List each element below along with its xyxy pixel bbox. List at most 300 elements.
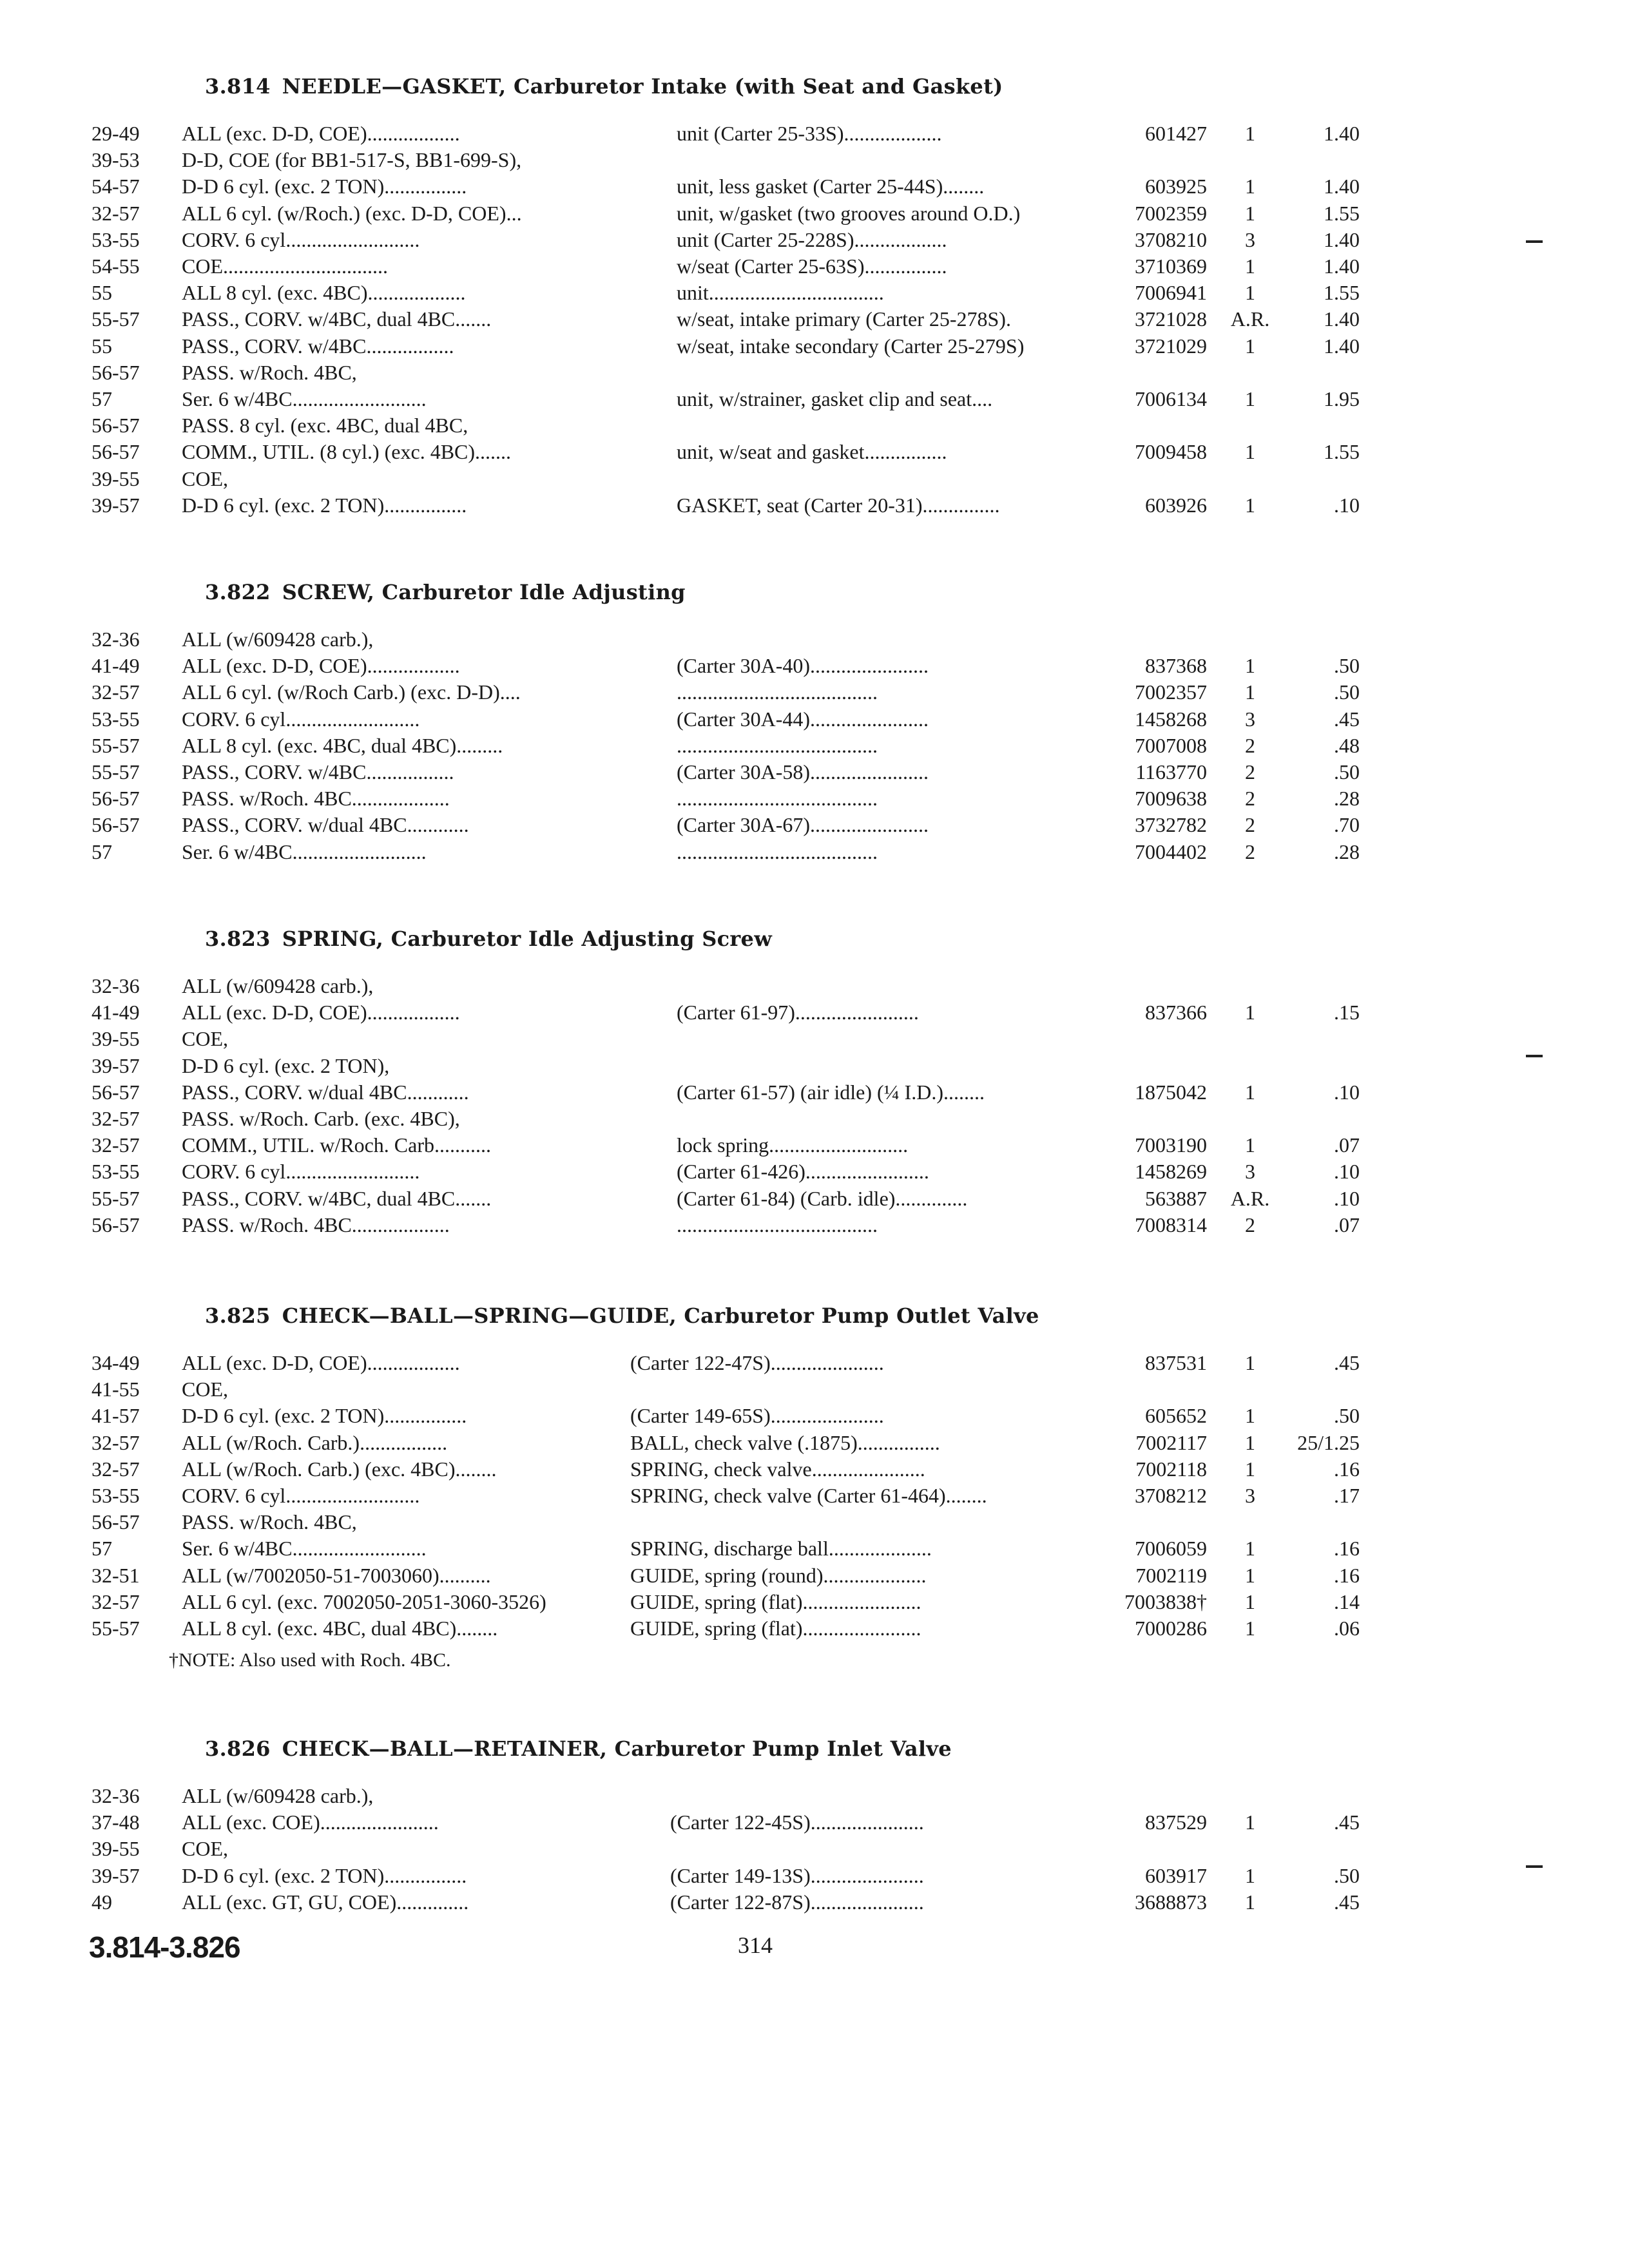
part-description: GUIDE, spring (round).................... [630,1563,927,1587]
model-years: 56-57 [92,1080,140,1104]
model-application: CORV. 6 cyl.......................... [182,227,420,251]
model-years: 32-57 [92,1133,140,1157]
quantity: 1 [1245,334,1255,358]
model-years: 55-57 [92,760,140,783]
model-application: PASS., CORV. w/dual 4BC............ [182,813,469,837]
table-row [0,973,1629,999]
model-application: D-D 6 cyl. (exc. 2 TON)................ [182,175,467,198]
model-application: COE, [182,466,228,490]
quantity: 1 [1245,493,1255,517]
model-years: 29-49 [92,122,140,145]
model-application: PASS., CORV. w/4BC, dual 4BC....... [182,307,492,331]
table-row [0,1783,1629,1809]
quantity: 1 [1245,1890,1255,1914]
model-years: 32-57 [92,680,140,704]
part-description: (Carter 30A-44)....................... [677,707,929,731]
section-title-sub: Carburetor Intake (with Seat and Gasket) [513,74,1003,99]
part-description: (Carter 122-45S)...................... [670,1811,924,1834]
part-number: 1458269 [1135,1160,1207,1184]
quantity: 1 [1245,1080,1255,1104]
model-years: 39-53 [92,148,140,172]
quantity: 1 [1245,1617,1255,1640]
quantity: 1 [1245,1563,1255,1587]
model-application: CORV. 6 cyl.......................... [182,707,420,731]
section-number: 3.825 [205,1303,271,1328]
model-application: D-D 6 cyl. (exc. 2 TON)................ [182,1404,467,1428]
part-description: (Carter 61-426)........................ [677,1160,929,1184]
model-application: D-D 6 cyl. (exc. 2 TON)................ [182,493,467,517]
model-years: 55-57 [92,1186,140,1210]
part-number: 7008314 [1135,1213,1207,1236]
margin-mark [1526,1055,1543,1057]
model-application: PASS. 8 cyl. (exc. 4BC, dual 4BC, [182,414,468,437]
part-number: 563887 [1145,1186,1207,1210]
price: .28 [1334,787,1360,811]
model-application: PASS., CORV. w/4BC................. [182,334,454,358]
price: .10 [1334,493,1360,517]
model-years: 56-57 [92,787,140,811]
price: .50 [1334,680,1360,704]
part-number: 7009638 [1135,787,1207,811]
table-row [0,1889,1629,1916]
model-years: 53-55 [92,707,140,731]
part-description: w/seat, intake secondary (Carter 25-279S) [677,334,1025,358]
part-description: ....................................... [677,840,878,863]
model-application: ALL 6 cyl. (w/Roch.) (exc. D-D, COE)... [182,201,522,225]
quantity: 2 [1245,840,1255,863]
model-application: D-D 6 cyl. (exc. 2 TON)................ [182,1863,467,1887]
part-description: unit (Carter 25-228S).................. [677,227,947,251]
table-row [0,1509,1629,1535]
quantity: 1 [1245,1404,1255,1428]
part-description: GUIDE, spring (flat)....................... [630,1590,921,1613]
quantity: 1 [1245,1133,1255,1157]
part-number: 3732782 [1135,813,1207,837]
price: .10 [1334,1186,1360,1210]
part-description: SPRING, check valve (Carter 61-464)........ [630,1484,987,1507]
quantity: 1 [1245,680,1255,704]
table-row [0,1535,1629,1562]
table-row [0,492,1629,519]
model-application: COE................................ [182,255,388,278]
table-row [0,200,1629,227]
table-row [0,999,1629,1026]
quantity: 1 [1245,387,1255,410]
section-title-main: SPRING, [282,927,384,951]
part-description: SPRING, check valve...................... [630,1457,925,1481]
price: .50 [1334,654,1360,678]
price: .16 [1334,1537,1360,1561]
section-title-main: CHECK—BALL—RETAINER, [282,1736,608,1761]
quantity: 3 [1245,1160,1255,1184]
model-application: ALL 6 cyl. (w/Roch Carb.) (exc. D-D).... [182,680,521,704]
part-description: unit, w/gasket (two grooves around O.D.) [677,201,1021,225]
model-years: 56-57 [92,440,140,464]
part-number: 837529 [1145,1811,1207,1834]
part-number: 7007008 [1135,733,1207,757]
quantity: 1 [1245,201,1255,225]
quantity: 1 [1245,281,1255,305]
model-application: Ser. 6 w/4BC.......................... [182,387,427,410]
section-note: †NOTE: Also used with Roch. 4BC. [169,1649,451,1671]
part-number: 7006134 [1135,387,1207,410]
table-row [0,785,1629,812]
model-years: 53-55 [92,1160,140,1184]
model-years: 56-57 [92,813,140,837]
quantity: 3 [1245,707,1255,731]
price: 1.55 [1324,281,1360,305]
table-row [0,253,1629,280]
price: 1.55 [1324,201,1360,225]
footer-section-range: 3.814-3.826 [89,1930,240,1964]
model-years: 53-55 [92,227,140,251]
table-row [0,1562,1629,1589]
model-application: PASS. w/Roch. 4BC................... [182,1213,450,1236]
table-row [0,1350,1629,1376]
part-description: (Carter 122-47S)...................... [630,1351,884,1374]
model-application: COMM., UTIL. w/Roch. Carb........... [182,1133,491,1157]
model-years: 55-57 [92,733,140,757]
price: .17 [1334,1484,1360,1507]
part-number: 7006941 [1135,281,1207,305]
table-row [0,120,1629,147]
section-number: 3.826 [205,1736,271,1761]
model-application: ALL (exc. D-D, COE).................. [182,122,460,145]
table-row [0,839,1629,865]
model-application: ALL (exc. D-D, COE).................. [182,1001,460,1024]
model-application: PASS., CORV. w/4BC, dual 4BC....... [182,1186,492,1210]
model-years: 39-55 [92,1837,140,1861]
table-row [0,1079,1629,1106]
table-row [0,1483,1629,1509]
part-number: 837368 [1145,654,1207,678]
model-application: COE, [182,1027,228,1051]
table-row [0,1026,1629,1052]
part-description: w/seat, intake primary (Carter 25-278S). [677,307,1011,331]
part-number: 1163770 [1135,760,1207,783]
model-years: 55-57 [92,307,140,331]
table-row [0,1589,1629,1615]
model-application: CORV. 6 cyl.......................... [182,1160,420,1184]
quantity: 2 [1245,787,1255,811]
model-years: 57 [92,387,112,410]
price: 1.95 [1324,387,1360,410]
model-application: PASS. w/Roch. 4BC, [182,1510,357,1534]
price: 1.40 [1324,227,1360,251]
model-years: 55 [92,281,112,305]
table-row [0,280,1629,306]
model-years: 57 [92,840,112,863]
table-row [0,1615,1629,1642]
quantity: A.R. [1230,307,1270,331]
model-application: ALL (exc. D-D, COE).................. [182,654,460,678]
table-row [0,466,1629,492]
price: .16 [1334,1457,1360,1481]
section-number: 3.814 [205,74,271,99]
part-number: 3721029 [1135,334,1207,358]
quantity: 3 [1245,1484,1255,1507]
quantity: 1 [1245,654,1255,678]
model-years: 56-57 [92,1213,140,1236]
part-description: (Carter 30A-67)....................... [677,813,929,837]
model-years: 32-36 [92,1784,140,1807]
part-number: 3710369 [1135,255,1207,278]
model-application: ALL 8 cyl. (exc. 4BC)................... [182,281,466,305]
part-number: 3721028 [1135,307,1207,331]
model-years: 39-57 [92,493,140,517]
section-number: 3.822 [205,580,271,604]
model-years: 39-55 [92,466,140,490]
table-row [0,227,1629,253]
table-row [0,1456,1629,1483]
section-title-sub: Carburetor Pump Outlet Valve [684,1303,1039,1328]
model-years: 55-57 [92,1617,140,1640]
table-row [0,412,1629,439]
price: .50 [1334,1863,1360,1887]
model-years: 37-48 [92,1811,140,1834]
table-row [0,1809,1629,1836]
table-row [0,1403,1629,1429]
quantity: 3 [1245,227,1255,251]
section-heading [205,927,772,951]
price: .15 [1334,1001,1360,1024]
part-number: 3708210 [1135,227,1207,251]
price: 1.55 [1324,440,1360,464]
price: .45 [1334,1811,1360,1834]
margin-mark [1526,240,1543,243]
model-application: Ser. 6 w/4BC.......................... [182,1537,427,1561]
section-number: 3.823 [205,927,271,951]
price: .16 [1334,1563,1360,1587]
part-number: 1875042 [1135,1080,1207,1104]
quantity: 1 [1245,1590,1255,1613]
price: 1.40 [1324,255,1360,278]
price: .70 [1334,813,1360,837]
part-description: lock spring........................... [677,1133,909,1157]
margin-mark [1526,1865,1543,1868]
model-years: 32-57 [92,201,140,225]
part-description: GUIDE, spring (flat)....................... [630,1617,921,1640]
model-years: 32-57 [92,1430,140,1454]
page-number: 314 [738,1932,773,1958]
table-row [0,1863,1629,1889]
quantity: 1 [1245,1351,1255,1374]
price: .07 [1334,1133,1360,1157]
quantity: 1 [1245,440,1255,464]
model-years: 32-57 [92,1107,140,1130]
price: 1.40 [1324,334,1360,358]
price: .06 [1334,1617,1360,1640]
part-number: 7000286 [1135,1617,1207,1640]
model-years: 55 [92,334,112,358]
part-number: 3688873 [1135,1890,1207,1914]
table-row [0,1053,1629,1079]
part-description: ....................................... [677,787,878,811]
quantity: 1 [1245,1537,1255,1561]
table-row [0,1106,1629,1132]
part-description: unit, w/seat and gasket................ [677,440,947,464]
price: .14 [1334,1590,1360,1613]
price: .45 [1334,1890,1360,1914]
model-application: PASS. w/Roch. 4BC................... [182,787,450,811]
model-years: 39-57 [92,1053,140,1077]
model-years: 34-49 [92,1351,140,1374]
model-years: 39-55 [92,1027,140,1051]
table-row [0,1212,1629,1238]
part-description: GASKET, seat (Carter 20-31)............... [677,493,1000,517]
price: .45 [1334,1351,1360,1374]
part-number: 837531 [1145,1351,1207,1374]
part-number: 7004402 [1135,840,1207,863]
model-application: ALL (exc. COE)....................... [182,1811,439,1834]
quantity: 2 [1245,733,1255,757]
part-description: (Carter 30A-40)....................... [677,654,929,678]
model-application: ALL 8 cyl. (exc. 4BC, dual 4BC)........ [182,1617,498,1640]
section-title-main: SCREW, [282,580,375,604]
part-description: ....................................... [677,680,878,704]
table-row [0,653,1629,679]
section-heading [205,580,686,604]
table-row [0,333,1629,360]
model-application: ALL (w/7002050-51-7003060).......... [182,1563,491,1587]
section-title-sub: Carburetor Idle Adjusting [381,580,686,604]
part-description: unit, less gasket (Carter 25-44S)........ [677,175,985,198]
part-description: (Carter 61-97)........................ [677,1001,919,1024]
model-application: D-D 6 cyl. (exc. 2 TON), [182,1053,390,1077]
part-number: 7002359 [1135,201,1207,225]
model-years: 41-49 [92,1001,140,1024]
quantity: 1 [1245,255,1255,278]
quantity: 1 [1245,1457,1255,1481]
quantity: 1 [1245,1430,1255,1454]
section-title-sub: Carburetor Idle Adjusting Screw [390,927,773,951]
part-number: 605652 [1145,1404,1207,1428]
model-application: D-D, COE (for BB1-517-S, BB1-699-S), [182,148,522,172]
model-application: PASS. w/Roch. 4BC, [182,360,357,384]
model-years: 49 [92,1890,112,1914]
model-years: 53-55 [92,1484,140,1507]
quantity: 1 [1245,1001,1255,1024]
model-years: 54-57 [92,175,140,198]
price: 1.40 [1324,122,1360,145]
model-years: 56-57 [92,360,140,384]
table-row [0,173,1629,200]
table-row [0,1430,1629,1456]
model-years: 54-55 [92,255,140,278]
model-application: ALL (w/609428 carb.), [182,1784,374,1807]
price: .07 [1334,1213,1360,1236]
part-number: 603926 [1145,493,1207,517]
table-row [0,386,1629,412]
part-number: 7006059 [1135,1537,1207,1561]
price: .50 [1334,760,1360,783]
model-application: ALL 8 cyl. (exc. 4BC, dual 4BC)......... [182,733,503,757]
model-years: 41-57 [92,1404,140,1428]
table-row [0,1158,1629,1185]
model-application: PASS. w/Roch. Carb. (exc. 4BC), [182,1107,460,1130]
part-number: 7003838† [1124,1590,1207,1613]
model-years: 56-57 [92,1510,140,1534]
part-description: (Carter 122-87S)...................... [670,1890,924,1914]
price: .28 [1334,840,1360,863]
part-description: (Carter 149-65S)...................... [630,1404,884,1428]
model-application: ALL 6 cyl. (exc. 7002050-2051-3060-3526) [182,1590,546,1613]
quantity: 1 [1245,1863,1255,1887]
price: 1.40 [1324,175,1360,198]
price: .50 [1334,1404,1360,1428]
part-number: 3708212 [1135,1484,1207,1507]
model-application: COE, [182,1837,228,1861]
part-number: 837366 [1145,1001,1207,1024]
part-number: 7002119 [1135,1563,1207,1587]
part-number: 7003190 [1135,1133,1207,1157]
model-years: 32-51 [92,1563,140,1587]
part-description: unit, w/strainer, gasket clip and seat.... [677,387,993,410]
model-application: PASS., CORV. w/4BC................. [182,760,454,783]
part-description: unit (Carter 25-33S)................... [677,122,942,145]
part-description: SPRING, discharge ball.................... [630,1537,932,1561]
section-heading [205,1303,1039,1328]
quantity: A.R. [1230,1186,1270,1210]
table-row [0,439,1629,465]
model-application: Ser. 6 w/4BC.......................... [182,840,427,863]
section-heading [205,74,1003,99]
part-description: ....................................... [677,1213,878,1236]
model-application: COE, [182,1378,228,1401]
quantity: 1 [1245,175,1255,198]
table-row [0,759,1629,785]
model-years: 56-57 [92,414,140,437]
part-number: 7009458 [1135,440,1207,464]
model-years: 32-36 [92,974,140,997]
part-description: w/seat (Carter 25-63S)................ [677,255,947,278]
part-number: 603925 [1145,175,1207,198]
model-application: ALL (w/Roch. Carb.)................. [182,1430,448,1454]
price: .10 [1334,1080,1360,1104]
part-description: (Carter 30A-58)....................... [677,760,929,783]
table-row [0,1836,1629,1862]
table-row [0,1376,1629,1403]
part-description: unit.................................. [677,281,884,305]
model-application: ALL (w/609428 carb.), [182,974,374,997]
table-row [0,147,1629,173]
quantity: 1 [1245,122,1255,145]
table-row [0,733,1629,759]
table-row [0,360,1629,386]
part-description: ....................................... [677,733,878,757]
part-number: 603917 [1145,1863,1207,1887]
quantity: 2 [1245,813,1255,837]
part-number: 7002117 [1135,1430,1207,1454]
table-row [0,306,1629,332]
model-application: CORV. 6 cyl.......................... [182,1484,420,1507]
section-title-sub: Carburetor Pump Inlet Valve [614,1736,952,1761]
price: 1.40 [1324,307,1360,331]
part-number: 7002357 [1135,680,1207,704]
model-years: 39-57 [92,1863,140,1887]
price: .45 [1334,707,1360,731]
model-years: 41-49 [92,654,140,678]
table-row [0,812,1629,838]
part-number: 601427 [1145,122,1207,145]
part-description: (Carter 61-84) (Carb. idle).............. [677,1186,968,1210]
model-application: ALL (exc. D-D, COE).................. [182,1351,460,1374]
section-heading [205,1736,952,1761]
model-years: 41-55 [92,1378,140,1401]
part-description: (Carter 61-57) (air idle) (¼ I.D.)........ [677,1080,985,1104]
part-number: 7002118 [1135,1457,1207,1481]
price: 25/1.25 [1297,1430,1360,1454]
